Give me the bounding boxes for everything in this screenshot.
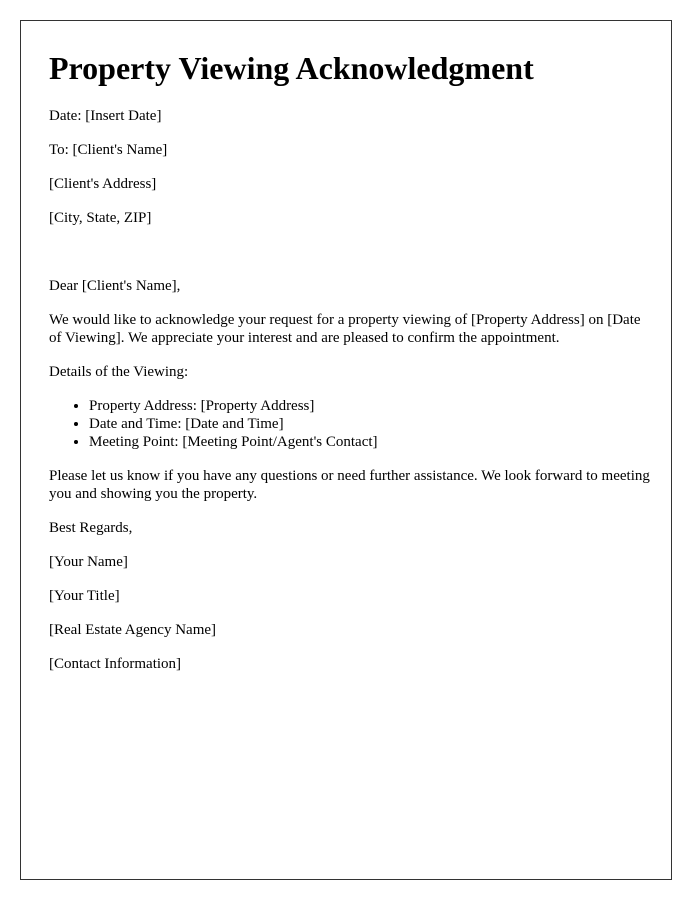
- sign-off: Best Regards,: [49, 520, 133, 536]
- detail-property-address: • Property Address: [Property Address]: [89, 397, 651, 415]
- sender-name: [Your Name]: [49, 554, 128, 570]
- letter-title: Property Viewing Acknowledgment: [49, 50, 534, 86]
- detail-meeting-point: • Meeting Point: [Meeting Point/Agent's Contact]: [89, 433, 651, 451]
- salutation: Dear [Client's Name],: [49, 278, 181, 294]
- contact-information: [Contact Information]: [49, 656, 182, 672]
- sender-title: [Your Title]: [49, 588, 120, 604]
- spacer: [49, 243, 651, 277]
- details-heading: Details of the Viewing:: [49, 364, 189, 380]
- details-list: [49, 397, 651, 451]
- recipient-address: [Client's Address]: [49, 176, 157, 192]
- date-line: Date: [Insert Date]: [49, 108, 162, 124]
- closing-paragraph: Please let us know if you have any questions or need further assistance. We look forward to meeting you and showing you the property.: [49, 468, 650, 502]
- letter-document: [20, 20, 672, 880]
- intro-paragraph: We would like to acknowledge your request for a property viewing of [Property Address] on [Date of Viewing]. We appreciate your interest and are pleased to confirm the appointment.: [49, 312, 641, 346]
- recipient-line: To: [Client's Name]: [49, 142, 168, 158]
- detail-date-time: • Date and Time: [Date and Time]: [89, 415, 651, 433]
- recipient-city: [City, State, ZIP]: [49, 210, 152, 226]
- agency-name: [Real Estate Agency Name]: [49, 622, 217, 638]
